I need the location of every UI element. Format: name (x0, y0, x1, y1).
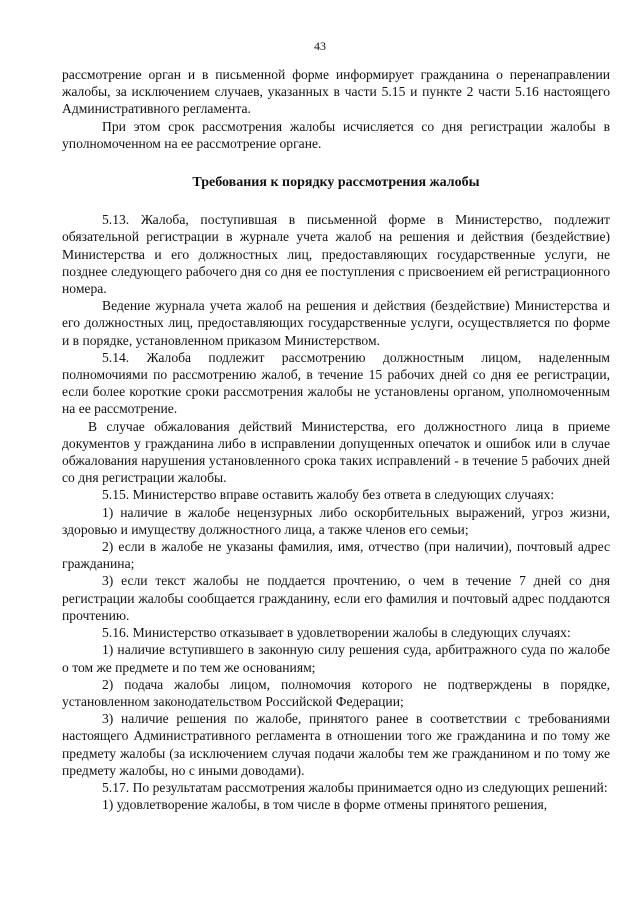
paragraph-journal: Ведение журнала учета жалоб на решения и действия (бездействие) Министерства и его должностных лиц, предоставляющих государственные услуги, осуществляется по форме и в порядке, установленном приказом Министерством. (62, 298, 610, 348)
list-item-5-17-1: 1) удовлетворение жалобы, в том числе в форме отмены принятого решения, (102, 797, 548, 813)
paragraph-5-13: 5.13. Жалоба, поступившая в письменной форме в Министерство, подлежит обязательной регистрации в журнале учета жалоб на решения и действия (бездействие) Министерства и его должностных лиц, предоставляющих государственные услуги, не позднее следующего рабочего дня со дня ее поступления с присвоением ей регистрационного номера. (62, 212, 610, 297)
list-item-5-15-2: 2) если в жалобе не указаны фамилия, имя, отчество (при наличии), почтовый адрес гражданина; (62, 539, 610, 572)
paragraph-appeal-case: В случае обжалования действий Министерства, его должностного лица в приеме документов у гражданина либо в исправлении допущенных опечаток и ошибок или в случае обжалования нарушения установленного срока таких исправлений - в течение 5 рабочих дней со дня регистрации жалобы. (62, 418, 610, 486)
paragraph-5-17: 5.17. По результатам рассмотрения жалобы принимается одно из следующих решений: (102, 779, 608, 795)
list-item-5-15-3: 3) если текст жалобы не поддается прочтению, о чем в течение 7 дней со дня регистрации жалобы сообщается гражданину, если его фамилия и почтовый адрес поддаются прочтению. (62, 573, 610, 623)
paragraph-continuation: рассмотрение орган и в письменной форме информирует гражданина о перенаправлении жалобы, за исключением случаев, указанных в части 5.15 и пункте 2 части 5.16 настоящего Административного регламента. (62, 67, 610, 117)
paragraph-complaint-term: При этом срок рассмотрения жалобы исчисляется со дня регистрации жалобы в уполномоченном на ее рассмотрение органе. (62, 118, 610, 151)
paragraph-5-16: 5.16. Министерство отказывает в удовлетворении жалобы в следующих случаях: (102, 625, 571, 641)
page-content (62, 66, 610, 813)
section-heading: Требования к порядку рассмотрения жалобы (192, 175, 480, 191)
paragraph-5-15: 5.15. Министерство вправе оставить жалобу без ответа в следующих случаях: (102, 487, 555, 503)
list-item-5-16-2: 2) подача жалобы лицом, полномочия которого не подтверждены в порядке, установленном законодательством Российской Федерации; (62, 676, 610, 709)
list-item-5-16-3: 3) наличие решения по жалобе, принятого ранее в соответствии с требованиями настоящего Административного регламента в отношении того же гражданина и по тому же предмету жалобы (за исключением случая подачи жалобы тем же гражданином и по тому же предмету жалобы, но с иными доводами). (62, 711, 610, 778)
list-item-5-15-1: 1) наличие в жалобе нецензурных либо оскорбительных выражений, угроз жизни, здоровью и имуществу должностного лица, а также членов его семьи; (62, 504, 610, 537)
list-item-5-16-1: 1) наличие вступившего в законную силу решения суда, арбитражного суда по жалобе о том же предмете и по тем же основаниям; (62, 642, 610, 675)
page-number: 43 (314, 39, 326, 53)
paragraph-5-14: 5.14. Жалоба подлежит рассмотрению должностным лицом, наделенным полномочиями по рассмотрению жалоб, в течение 15 рабочих дней со дня ее регистрации, если более короткие сроки рассмотрения жалобы не установлены органом, уполномоченным на ее рассмотрение. (62, 349, 610, 417)
